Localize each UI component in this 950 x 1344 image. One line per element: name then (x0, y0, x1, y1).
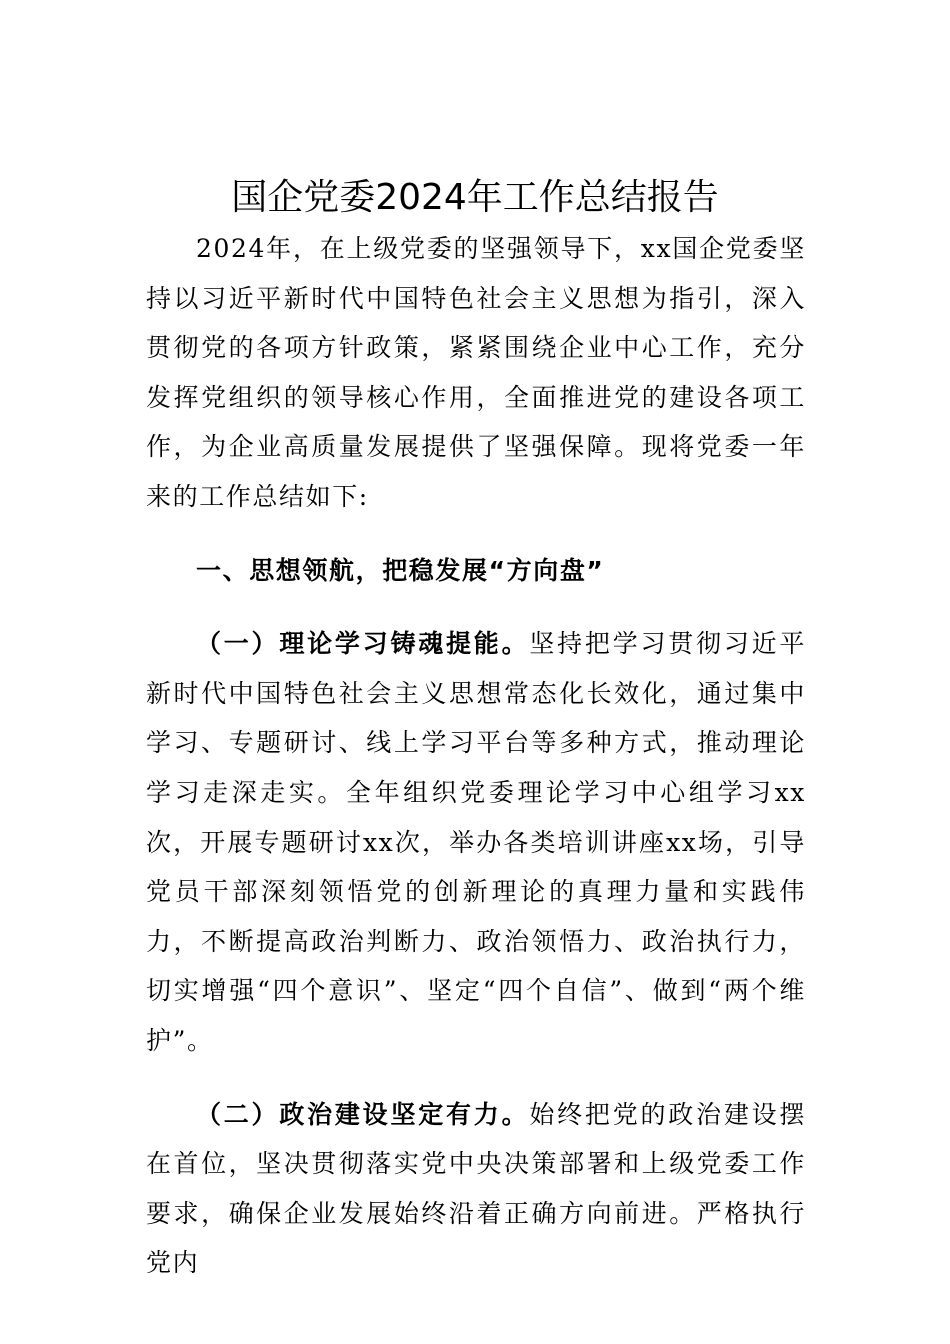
section-heading: 一、思想领航，把稳发展“方向盘” (196, 555, 605, 585)
paragraph-political-building (146, 1090, 806, 1288)
document-body (146, 224, 806, 1288)
paragraph-text: 始终把党的政治建设摆在首位，坚决贯彻落实党中央决策部署和上级党委工作要求，确保企业发展始终沿着正确方向前进。严格执行党内 (146, 1099, 806, 1278)
document-title: 国企党委2024年工作总结报告 (231, 177, 719, 218)
intro-paragraph: 2024年，在上级党委的坚强领导下，xx国企党委坚持以习近平新时代中国特色社会主义思想为指引，深入贯彻党的各项方针政策，紧紧围绕企业中心工作，充分发挥党组织的领导核心作用，全面推进党的建设各项工作，为企业高质量发展提供了坚强保障。现将党委一年来的工作总结如下: (146, 234, 806, 511)
subsection-title: （二）政治建设坚定有力。 (196, 1099, 530, 1129)
paragraph-text: 坚持把学习贯彻习近平新时代中国特色社会主义思想常态化长效化，通过集中学习、专题研讨、线上学习平台等多种方式，推动理论学习走深走实。全年组织党委理论学习中心组学习xx次，开展专题研讨xx次，举办各类培训讲座xx场，引导党员干部深刻领悟党的创新理论的真理力量和实践伟力，不断提高政治判断力、政治领悟力、政治执行力，切实增强“四个意识”、坚定“四个自信”、做到“两个维护”。 (146, 629, 806, 1055)
paragraph-theory-study (146, 619, 806, 1065)
subsection-title: （一）理论学习铸魂提能。 (196, 629, 530, 659)
